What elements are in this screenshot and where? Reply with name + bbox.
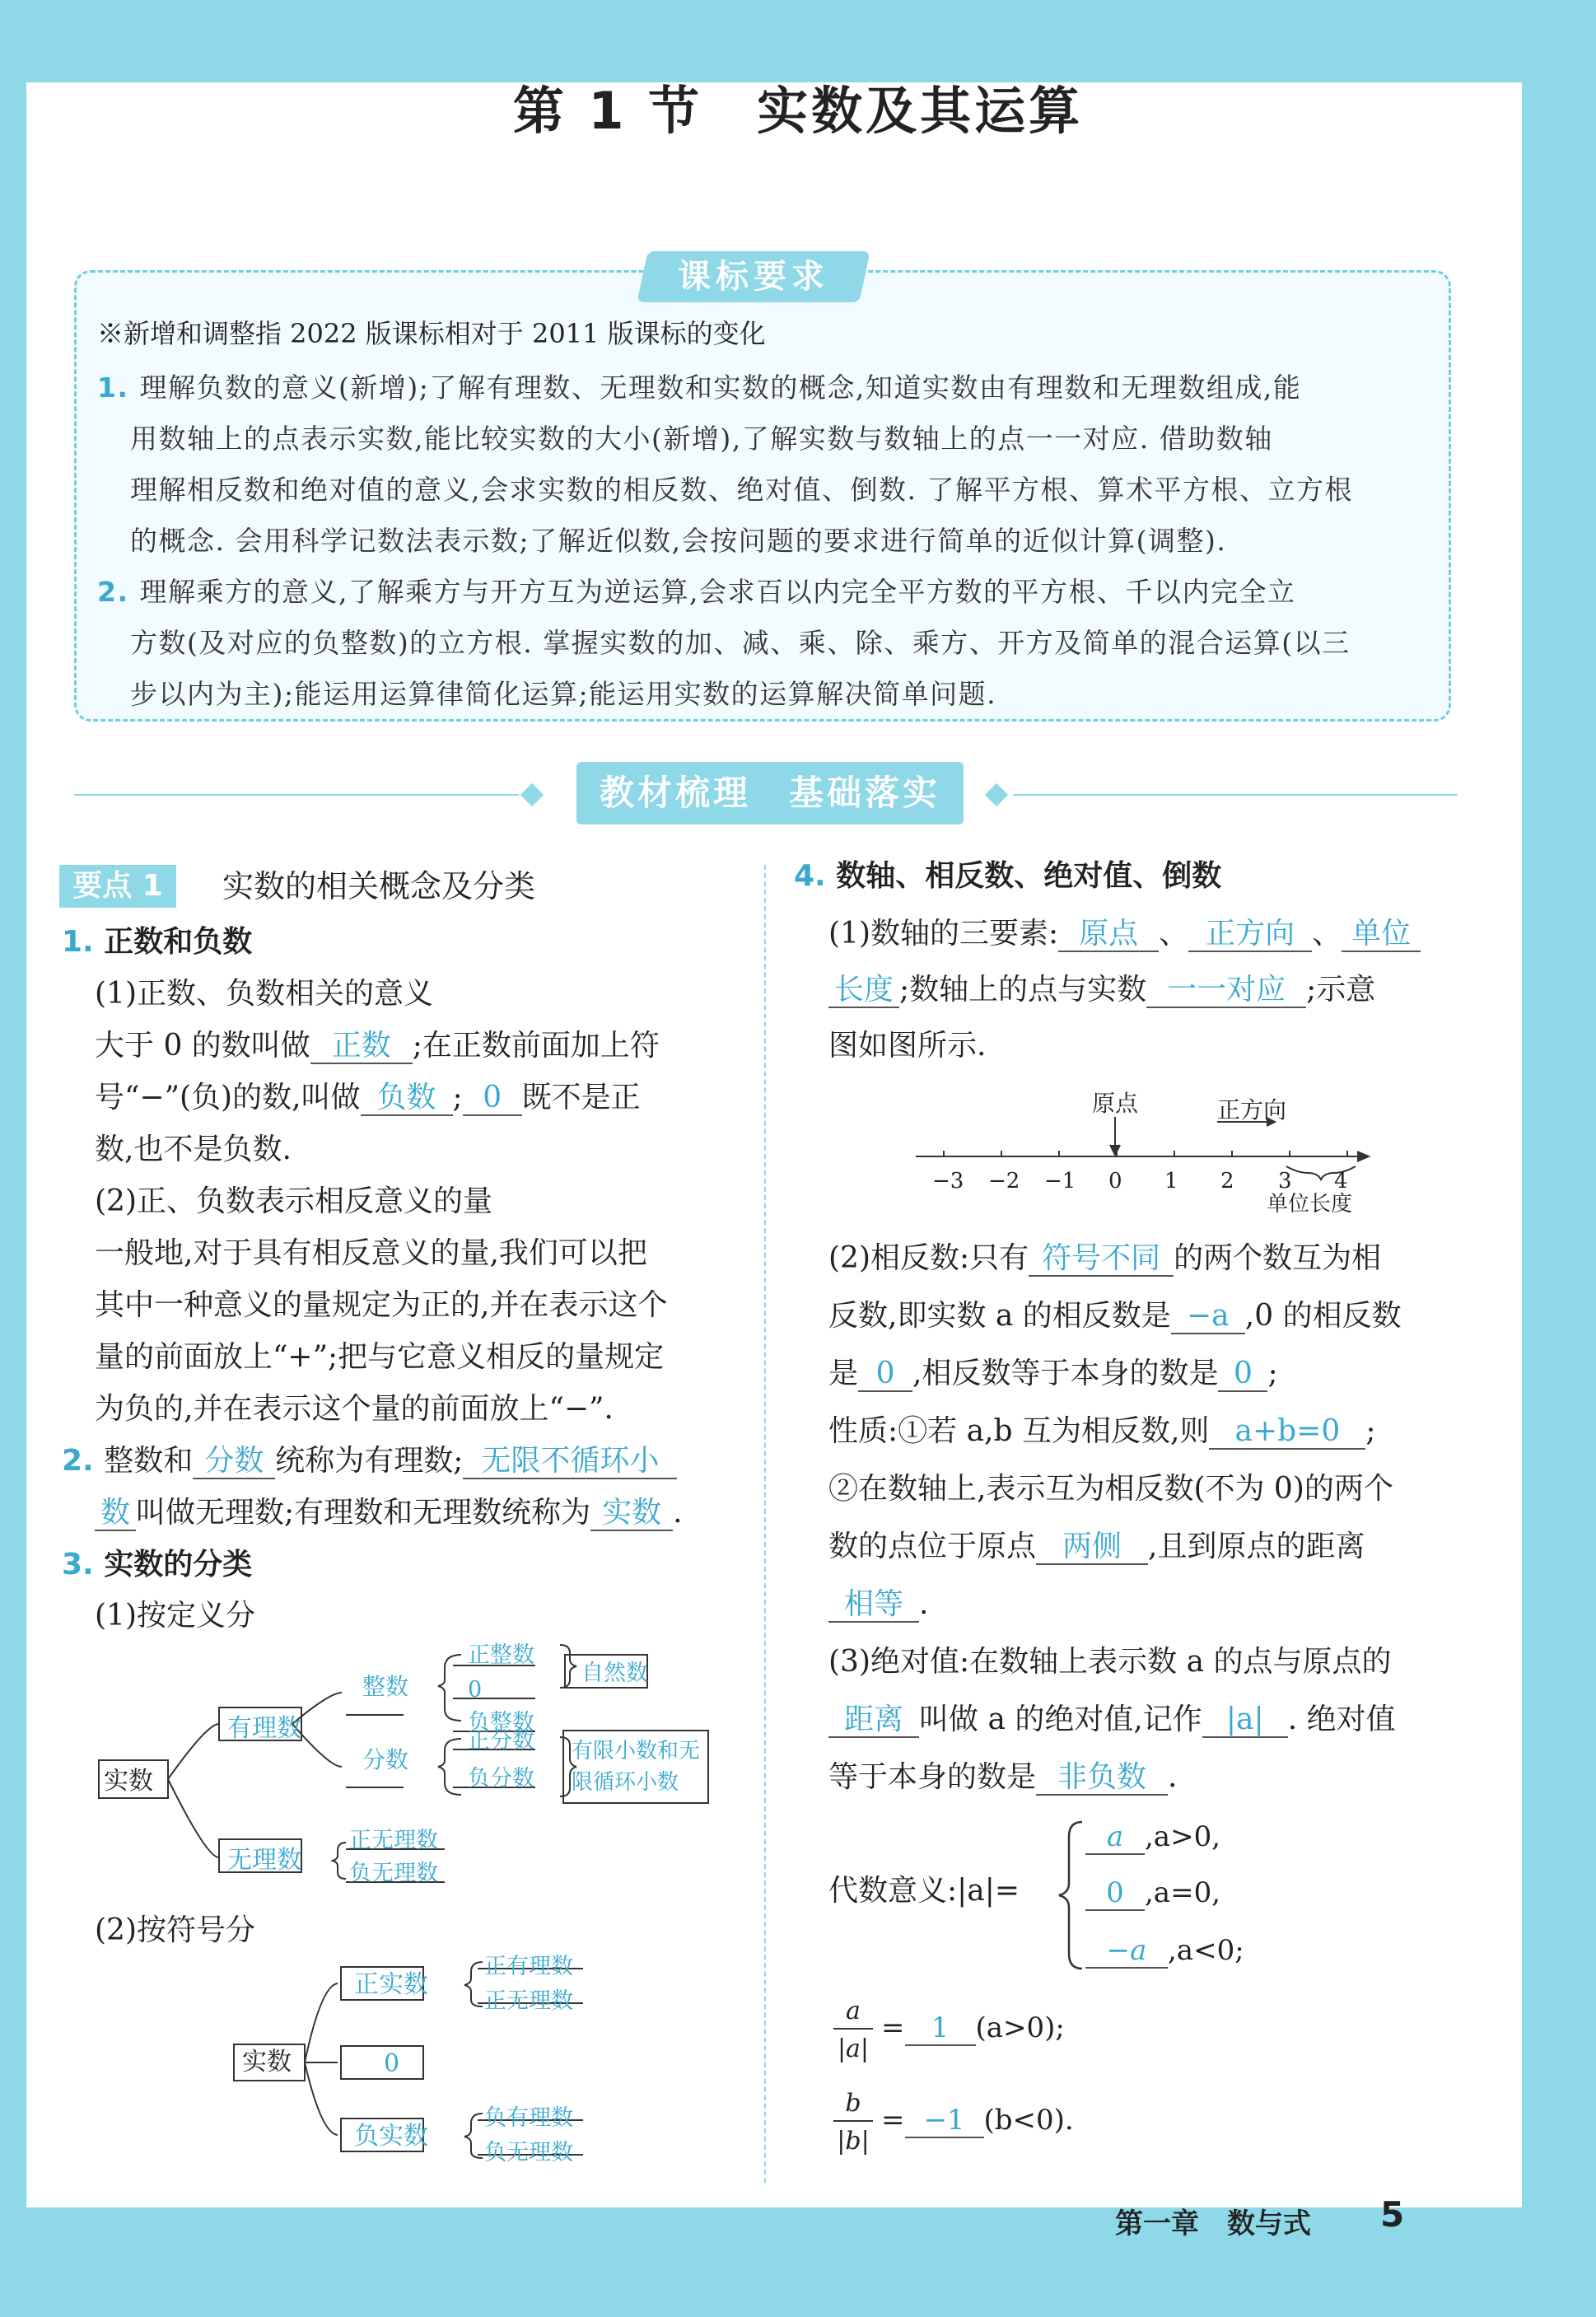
answer-positive: 正数 [310,1030,413,1064]
answer-zero: 0 [463,1081,522,1116]
tree1-positive-irrational: 正无理数 [349,1828,438,1853]
requirement-2-line-2: 方数(及对应的负整数)的立方根. 掌握实数的加、减、乘、除、乘方、开方及简单的混合运算(以三 [130,627,1351,659]
section-tag: 教材梳理 基础落实 [576,762,964,824]
tree1-natural: 自然数 [581,1661,648,1686]
answer-correspondence: 一一对应 [1146,974,1306,1008]
tick-label: −1 [1044,1169,1076,1194]
answer-case-neg-a: −a [1085,1934,1168,1969]
answer-zero-1: 0 [858,1357,912,1392]
column-divider [764,865,766,2183]
fraction-1-equation: = 1 (a>0); [881,2011,1065,2044]
requirement-1-line-1: 1. 理解负数的意义(新增);了解有理数、无理数和实数的概念,知道实数由有理数和无理数组成,能 [97,371,1302,404]
answer-irrational-2: 数 [95,1497,136,1531]
tick-label: 0 [1108,1169,1122,1194]
answer-neg-one: −1 [905,2104,984,2138]
tree1-irrational: 无理数 [227,1846,301,1875]
algebraic-meaning-label: 代数意义:|a|= [828,1874,1020,1908]
paragraph-2-line-4: 为负的,并在表示这个量的前面放上“−”. [95,1392,614,1426]
axis-origin-label: 原点 [1092,1090,1139,1117]
tree1-finite-line-2: 限循环小数 [572,1770,679,1795]
answer-irrational-1: 无限不循环小 [463,1445,677,1479]
tree2-negative-rational: 负有理数 [484,2105,573,2131]
tick-label: 4 [1334,1169,1348,1194]
opposite-line-3: 是 0 ,相反数等于本身的数是 0 ; [828,1357,1278,1390]
tree2-positive-irrational: 正无理数 [484,1988,573,2014]
opposite-property-4: 相等 . [828,1586,928,1623]
heading-3: 3. 实数的分类 [62,1548,253,1581]
case-negative: −a ,a<0; [1085,1932,1244,1969]
opposite-property-2: ②在数轴上,表示互为相反数(不为 0)的两个 [828,1472,1393,1506]
tree1-positive-integer: 正整数 [468,1642,534,1668]
tree2-negative-irrational: 负无理数 [484,2140,573,2165]
paragraph-1-line-3: 数,也不是负数. [95,1133,292,1166]
answer-abs: |a| [1202,1703,1288,1738]
answer-non-negative: 非负数 [1036,1761,1168,1796]
tick-label: 1 [1164,1169,1178,1194]
tree2-zero-box [341,2046,423,2079]
tree1-zero: 0 [468,1677,483,1703]
answer-real: 实数 [590,1497,673,1531]
fraction-1-numerator: a [846,1997,861,2025]
requirement-1-line-2: 用数轴上的点表示实数,能比较实数的大小(新增),了解实数与数轴上的点一一对应. 借助数轴 [130,423,1273,455]
tick-label: −3 [932,1169,964,1194]
paragraph-1-line-2: 号“−”(负)的数,叫做 负数 ; 0 既不是正 [95,1081,641,1114]
answer-one: 1 [905,2011,976,2046]
requirement-2-line-3: 步以内为主);能运用运算律简化运算;能运用实数的运算解决简单问题. [130,678,997,710]
footer-page-number: 5 [1380,2194,1405,2235]
paragraph-2-line-3: 量的前面放上“+”;把与它意义相反的量规定 [95,1340,665,1374]
answer-negative-a: −a [1171,1300,1245,1334]
tree1-rational: 有理数 [227,1714,301,1743]
requirements-tag: 课标要求 [637,251,870,302]
heading-1: 1. 正数和负数 [62,925,253,959]
heading-2-line-1: 2. 整数和 分数 统称为有理数; 无限不循环小 [62,1443,677,1479]
answer-equal: 相等 [828,1588,919,1623]
tree1-finite-line-1: 有限小数和无 [572,1739,701,1763]
absolute-line-2: 距离 叫做 a 的绝对值,记作 |a| . 绝对值 [828,1702,1396,1738]
axis-elements-line-3: 图如图所示. [828,1029,987,1063]
axis-unit-label: 单位长度 [1267,1192,1353,1217]
tree2-positive-real: 正实数 [354,1970,428,1999]
opposite-property-1: 性质:①若 a,b 互为相反数,则 a+b=0 ; [828,1414,1376,1448]
requirements-note: ※新增和调整指 2022 版课标相对于 2011 版课标的变化 [97,318,766,349]
paragraph-1-line-1: 大于 0 的数叫做 正数 ;在正数前面加上符 [95,1029,660,1063]
tree2-root: 实数 [242,2048,292,2076]
requirement-2-line-1: 2. 理解乘方的意义,了解乘方与开方互为逆运算,会求百以内完全平方数的平方根、千以内完全立 [97,576,1296,608]
opposite-line-1: (2)相反数:只有 符号不同 的两个数互为相 [828,1241,1382,1275]
page-border-right [1522,0,1596,2317]
brace-icon [1054,1817,1087,1974]
fraction-2-equation: = −1 (b<0). [881,2104,1074,2137]
fraction-2-denominator: |b| [837,2127,870,2156]
tick-label: 2 [1220,1169,1234,1194]
case-positive: a ,a>0, [1085,1819,1220,1855]
tree1-integer: 整数 [362,1673,409,1700]
answer-direction: 正方向 [1188,918,1312,952]
classification-1-label: (1)按定义分 [95,1599,255,1633]
page-border-bottom [0,2207,1596,2317]
tree1-negative-fraction: 负分数 [468,1766,534,1791]
subheading-1: (1)正数、负数相关的意义 [95,977,433,1011]
paragraph-2-line-1: 一般地,对于具有相反意义的量,我们可以把 [95,1236,647,1270]
answer-distance: 距离 [828,1703,919,1738]
requirement-1-line-4: 的概念. 会用科学记数法表示数;了解近似数,会按问题的要求进行简单的近似计算(调整). [130,525,1227,557]
fraction-2-bar [833,2120,873,2122]
case-zero: 0 ,a=0, [1085,1875,1220,1911]
answer-zero-2: 0 [1218,1357,1267,1392]
tree2-zero: 0 [384,2049,400,2078]
opposite-line-2: 反数,即实数 a 的相反数是 −a ,0 的相反数 [828,1299,1402,1333]
axis-elements-line-1: (1)数轴的三要素: 原点 、 正方向 、 单位 [828,916,1421,952]
answer-sign: 符号不同 [1029,1242,1174,1277]
fraction-1-bar [833,2028,873,2030]
answer-negative: 负数 [361,1081,453,1116]
answer-both-sides: 两侧 [1036,1530,1148,1565]
opposite-property-3: 数的点位于原点 两侧 ,且到原点的距离 [828,1530,1365,1563]
answer-unit-2: 长度 [828,974,899,1008]
absolute-line-3: 等于本身的数是 非负数 . [828,1760,1178,1794]
tree1-positive-fraction: 正分数 [468,1728,534,1754]
axis-elements-line-2: 长度 ;数轴上的点与实数 一一对应 ;示意 [828,972,1375,1008]
tree1-negative-integer: 负整数 [468,1710,534,1735]
answer-case-a: a [1085,1820,1145,1855]
heading-2-line-2: 数 叫做无理数;有理数和无理数统称为 实数 . [95,1495,683,1531]
absolute-line-1: (3)绝对值:在数轴上表示数 a 的点与原点的 [828,1645,1392,1679]
tick-label: 3 [1278,1169,1292,1194]
subheading-2: (2)正、负数表示相反意义的量 [95,1184,492,1218]
fraction-1-denominator: |a| [837,2034,870,2063]
page-title: 第 1 节 实数及其运算 [512,81,1084,141]
tree2-negative-real: 负实数 [354,2122,428,2151]
answer-sum-zero: a+b=0 [1209,1415,1365,1450]
tree2-positive-rational: 正有理数 [484,1954,573,1979]
heading-4: 4. 数轴、相反数、绝对值、倒数 [794,859,1222,893]
key-point-tag: 要点 1 [59,865,176,908]
requirement-1-line-3: 理解相反数和绝对值的意义,会求实数的相反数、绝对值、倒数. 了解平方根、算术平方根、立方根 [130,474,1353,506]
key-point-title: 实数的相关概念及分类 [222,868,536,904]
tree1-negative-irrational: 负无理数 [349,1861,438,1886]
tick-label: −2 [988,1169,1020,1194]
axis-direction-label: 正方向 [1217,1096,1287,1123]
tree1-root: 实数 [104,1767,153,1796]
fraction-2-numerator: b [845,2089,861,2118]
tree1-fraction: 分数 [362,1746,409,1773]
answer-origin: 原点 [1058,918,1159,952]
paragraph-2-line-2: 其中一种意义的量规定为正的,并在表示这个 [95,1288,668,1322]
answer-unit-1: 单位 [1342,918,1421,952]
classification-2-label: (2)按符号分 [95,1913,255,1947]
page-border-left [0,0,26,2317]
footer-chapter: 第一章 数与式 [1115,2207,1311,2240]
answer-fraction: 分数 [193,1445,275,1479]
answer-case-zero: 0 [1085,1876,1145,1911]
